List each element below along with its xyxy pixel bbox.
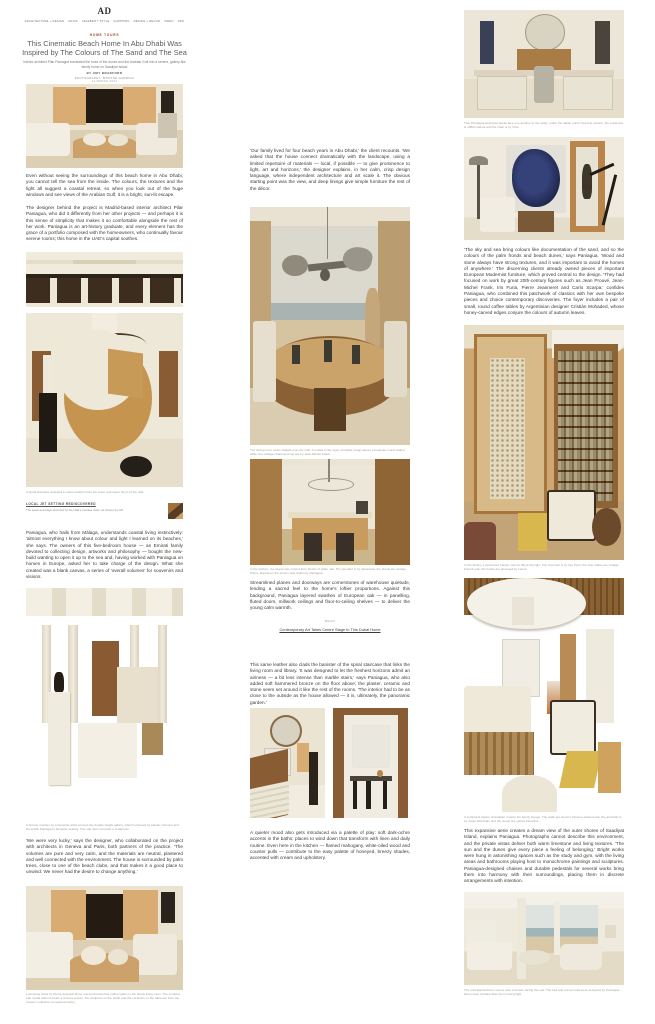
dark-panel-right <box>595 21 609 64</box>
photo-caption: A sculptural plaster chandelier crowns the family lounge. The walls are lined in tobacco-stained oak; the armchair is by Jorge Zalszupin and the stools are yellow travertine. <box>464 815 622 824</box>
yellow-side-block <box>598 742 620 793</box>
body-paragraph: The designer behind the project is Madrid-based interior architect Pilar Paniagua, who did it differently from her other projects — and perhaps it is this sense of simplicity that makes it so comfortable alongside the rest of her work. Paniagua is an art-history graduate, and every element has the grace of a portfolio composed with the homeowners, who continually favour serene rooms; this home in the UAE's capital soothes. <box>26 205 183 242</box>
coffered-ceiling <box>26 588 183 616</box>
media-screen <box>86 89 124 123</box>
plaster-column <box>158 625 167 722</box>
photo-caption: In the kitchen, the island was carved from blocks of white oak. The pendant is by Apparatus; the stools are vintage Pierre Jeanneret; the joinery was drawn by Paniagua. <box>250 567 407 576</box>
photo-caption: The dining room looks straight onto the Gulf. A mobile in the style of Calder hangs above a bespoke round walnut table; the vintage chairs and rug are by Jean-Michel Frank. <box>250 448 405 457</box>
photo-lounge-chandelier <box>464 578 624 812</box>
photo-library <box>464 325 624 560</box>
white-statue <box>43 355 54 393</box>
white-artwork <box>353 726 389 768</box>
read-more-kicker: READ <box>324 619 336 623</box>
body-paragraph: 'Our family lived for four beach years in Abu Dhabi,' the client recounts. 'We asked that the house connect dramatically with the landscape, using a limited repertoire of materials — local, if possible — to give prominence to light, art and horizons,' the designer explains, in her calm, crisp design language, where independent architecture and art scale it. The obvious starting point was the view, and deep linings give simple furniture the rest of the décor. <box>250 148 410 191</box>
white-sofa <box>467 942 512 970</box>
console-leg <box>353 781 358 810</box>
body-paragraph: Streamlined planes and doorways are cornerstones of warehouse quietude, lending a sacred feel to the home's loftier proportions. Against this background, Paniagua layered swathes of European oak — in panelling, fluted doors, millwork ceilings and floor-to-ceiling shelves — to deliver the young calm warmth. <box>250 580 410 611</box>
photo-stair-mirror <box>250 708 325 818</box>
body-paragraph: This expansive aerie creates a dream view of the outer shores of Saadiyat Island, explains Paniagua. Photographs cannot describe this environment, and the private vistas deliver both warm limestone and living textures. 'The sun and the dunes give every piece a feeling of belonging.' Bright works were hung in astonishing spaces such as the study and gym, with the living areas and bathrooms playing host to monochrome paintings and sculptures. Paniagua-designed chaises and durable pedestals for several works bring them into harmony with their surroundings, placing them in discrete arrangements with intention. <box>464 828 624 884</box>
photo-blue-painting-corner <box>464 137 624 240</box>
kettle <box>356 501 369 514</box>
desk-pedestal-right <box>563 76 613 110</box>
wall-recess <box>117 667 158 723</box>
photo-hero-living-room <box>26 84 183 168</box>
dark-pedestal <box>309 752 318 805</box>
candlestick <box>352 345 360 364</box>
sofa-right <box>133 934 177 976</box>
photo-caption: A bronze monkey by a favourite artist surveys the double-height gallery, which is framed by plaster columns and lined with Paniagua's bespoke seating. The oak door conceals a cloakroom. <box>26 823 179 832</box>
related-article-title[interactable]: LOCAL JET SETTING REDISCOVERED <box>26 502 96 506</box>
body-paragraph: 'We were very lucky,' says the designer, who collaborated on the project with architects in Geneva and Paris, both partners of the practice. 'The volumes are pure and very calm, and the materials are neutral, plastered and well connected with the environment. The house is surrounded by palm trees, close to one of the beach clubs, and that makes it a good place to unwind. We never had the desire to change anything.' <box>26 838 183 875</box>
nav-item-design-decor[interactable]: DESIGN + DECOR <box>133 20 161 23</box>
nav-item-architecture[interactable]: ARCHITECTURE + DESIGN <box>24 20 65 23</box>
coffee-table-1 <box>83 133 107 146</box>
stool-left <box>304 533 322 561</box>
round-side-table <box>592 508 621 546</box>
photo-caption: Twin Paniagua-designed desks face one another in the study, under the Italian mirror found at auction; the credenza is 1950s walnut and the chair is by Vitra. <box>464 121 623 130</box>
body-paragraph: This same leather also clads the banister of the spiral staircase that links the living room and library. 'It was designed to let the freshest horizons admit an airiness — a bit less intense than marble stairs,' says Paniagua, who also added soft hammered bronze on the floor above; the plaster, ceramic and stone seem set around it like the rest of the rooms. 'The interior had to be as close to the outside as the house allowed — it is, ultimately, the panoramic garden.' <box>250 662 410 705</box>
door-frame-left <box>333 708 344 818</box>
candlestick <box>324 340 332 361</box>
media-screen <box>86 894 124 938</box>
stair-treads <box>108 349 143 399</box>
chandelier-cylinder <box>512 597 534 625</box>
stack-stools <box>518 211 553 232</box>
sofa-left <box>26 932 73 978</box>
dining-chair-right <box>384 321 406 397</box>
monkey-sculpture <box>54 672 63 693</box>
article-title-line1: This Cinematic Beach Home In Abu Dhabi Was <box>27 39 182 48</box>
console-leg <box>383 781 388 810</box>
photo-kitchen <box>250 459 410 565</box>
desk-pedestal-left <box>477 76 527 110</box>
round-coffee-table <box>518 950 550 965</box>
blue-abstract-painting <box>512 149 560 207</box>
door-frame-top <box>344 708 398 715</box>
structural-column <box>517 898 527 980</box>
wood-wall-left <box>250 459 282 565</box>
photo-credit: PHOTOGRAPHY: MONTSE GARRIGA <box>74 75 135 80</box>
bespoke-sofa <box>78 723 138 779</box>
article-dek: Interior architect Pilar Paniagua translated the hues of the dunes and the Arabian Gulf into a serene, gallery-like family home on Saadiyat Island <box>23 60 186 69</box>
body-paragraph: Even without seeing the surroundings of this beach home in Abu Dhabi, you cannot tell the sea from the inside. The colours, the textures and the light all suggest a coastal retreat, so when you look out of the huge windows and see views of the Arabian Gulf, it is a bright, sun-lit escape. <box>26 173 183 197</box>
slatted-bench <box>464 732 534 774</box>
ad-logo[interactable]: AD <box>97 6 112 16</box>
dining-chair-left <box>253 321 275 402</box>
photo-study-desks <box>464 10 624 118</box>
wood-panel-right <box>123 890 158 940</box>
body-paragraph: Paniagua, who hails from Málaga, understands coastal living instinctively: 'almost everything I know about colour and light I learned on its beaches,' she says. The owners of this five-bedroom house — an Emirati family devoted to collecting design, artworks and philosophy — bought the new-build wanting to open it up to the sea and, having worked with Paniagua on homes in Europe, asked her to take charge of the design. What she created was a blank canvas, a series of 'overall volumes' for souvenirs and visions. <box>26 530 183 580</box>
photo-sea-view-bedroom <box>464 892 624 985</box>
door-panel <box>560 634 576 704</box>
body-paragraph: 'The sky and sea bring colours like documentation of the sand, and so the colours of the palm fronds and beach dunes,' says Paniagua. 'Wood and stone always have strong textures, and it was important to avoid the homes of anywhere.' The discerning clients already owned pieces of important European Modernist furniture, which proved central to the design. 'They had focused on work by great 20th-century figures such as Jean Prouvé, Jean-Michel Frank, Iris Furia, Pierre Jeanneret and Carlo Scarpa,' confides Paniagua, who combined this patchwork of classics with her own bespoke pieces and choice contemporary discoveries. The foyer includes a pair of small, round coffee tables by Argentinian designer Cristián Mohaded, whose honey-carved edges conjure the colours of autumn leaves. <box>464 247 624 315</box>
photo-spiral-staircase <box>26 313 183 487</box>
curved-white-chair <box>502 775 556 812</box>
photo-caption: Low-slung sofas by Pierre Augustin Rose surround travertine coffee tables in the family living room. The smoked-oak media wall conceals a cinema screen; the sculpture on the plinth and the ceramics on the table are from the owners' collection of regional works. <box>26 992 181 1005</box>
candlestick <box>292 345 300 364</box>
dark-sculpture <box>161 892 175 923</box>
category-kicker[interactable]: HOME TOURS <box>89 33 120 37</box>
bed <box>560 944 602 970</box>
perforated-column-screen <box>490 358 525 499</box>
mobile-ball <box>320 269 330 281</box>
related-article-thumbnail[interactable] <box>168 503 183 519</box>
dark-artwork-left <box>480 21 494 64</box>
console-object <box>377 770 383 778</box>
photo-colonnade-gallery <box>26 588 183 820</box>
nav-item-pro[interactable]: PRO <box>177 20 185 23</box>
related-article-strip[interactable] <box>26 502 183 522</box>
book-rows <box>558 351 612 501</box>
black-plinth <box>39 393 58 452</box>
photo-balustrade <box>26 252 183 307</box>
round-mirror <box>525 14 565 51</box>
nav-item-ad100[interactable]: AD100 <box>68 20 78 23</box>
oak-wainscot <box>297 743 309 772</box>
ceiling-beam <box>26 260 183 264</box>
nav-item-shopping[interactable]: SHOPPING <box>113 20 130 23</box>
coffee-table-1 <box>81 946 106 965</box>
publish-date: 12 MARCH 2024 <box>91 80 118 83</box>
floor-lamp-shade <box>469 156 488 165</box>
dark-sculpture <box>161 91 174 113</box>
photo-dining-room <box>250 207 410 445</box>
side-table <box>142 723 162 755</box>
photo-caption: The principal bedroom opens onto a terrace facing the sea. The bed and curved sofa were designed by Paniagua; sheer linen curtains filter the morning light. <box>464 988 620 997</box>
table-lamp <box>605 925 616 938</box>
kitchen-island <box>292 514 369 550</box>
stool-right <box>336 533 354 561</box>
body-paragraph: A quieter mood also gets introduced via a palette of play: soft dark-ochre accents in the baths; places to wind down that transform with linen and daily routine. Even here in the kitchen — flamed mahogany, white-oiled wood and counter pulls — contribute to the easy palette of honeyed, breezy shades, accented with cream and upholstery. <box>250 830 410 861</box>
article-byline[interactable]: BY AMY BRADFORD <box>86 71 123 75</box>
photo-console-niche <box>333 708 408 818</box>
armchair <box>547 490 596 541</box>
sofa-left <box>26 123 70 157</box>
coffee-table-2 <box>108 949 128 965</box>
sheer-curtain <box>554 901 560 955</box>
wood-panel-right <box>123 87 156 126</box>
mobile-disc-left <box>282 255 308 276</box>
door-frame-right <box>398 708 409 818</box>
black-blob-sculpture <box>120 456 151 477</box>
sea-view-window <box>271 226 378 350</box>
sculpture-plinth <box>158 113 177 138</box>
nav-item-celebrity-style[interactable]: CELEBRITY STYLE <box>81 20 110 23</box>
photo-caption: A spiral staircase wrapped in camel leather links the lower and upper floors of the villa. <box>26 490 145 494</box>
corner-sculpture <box>365 288 379 350</box>
mobile-wire <box>327 207 329 259</box>
table-pedestal <box>314 388 346 431</box>
white-lounge-chair <box>480 197 515 232</box>
yellow-travertine-stool <box>559 751 602 788</box>
photo-caption: In the library, a perforated plaster column filters the light. The armchair is by Gio Ponti; the side tables are vintage French oak; the books are arranged by colour. <box>464 563 619 572</box>
related-article-subtitle: The spots and stays favoured by the UAE's creative class, as chosen by AD <box>26 508 123 512</box>
oak-door <box>92 641 119 715</box>
article-title-line2: Inspired by The Colours of The Sand and The Sea <box>22 48 187 57</box>
office-chair <box>534 66 553 103</box>
white-plinth <box>48 692 70 785</box>
main-nav <box>16 20 193 23</box>
wood-door-right <box>159 351 178 417</box>
wood-panel-left <box>53 87 86 126</box>
yellow-cube-stool <box>518 513 547 551</box>
balustrade-panels <box>26 278 183 303</box>
leather-chair-back <box>464 522 496 560</box>
nav-item-video[interactable]: VIDEO <box>164 20 174 23</box>
hall-sculpture <box>582 164 592 199</box>
read-more-link[interactable]: Contemporary Art Takes Centre Stage In This Dubai Home <box>279 627 381 632</box>
photo-family-living-room <box>26 886 183 990</box>
armchair <box>550 700 596 755</box>
console-leg <box>366 781 371 810</box>
pendant-light <box>308 478 355 491</box>
wood-wall-right <box>375 459 410 565</box>
